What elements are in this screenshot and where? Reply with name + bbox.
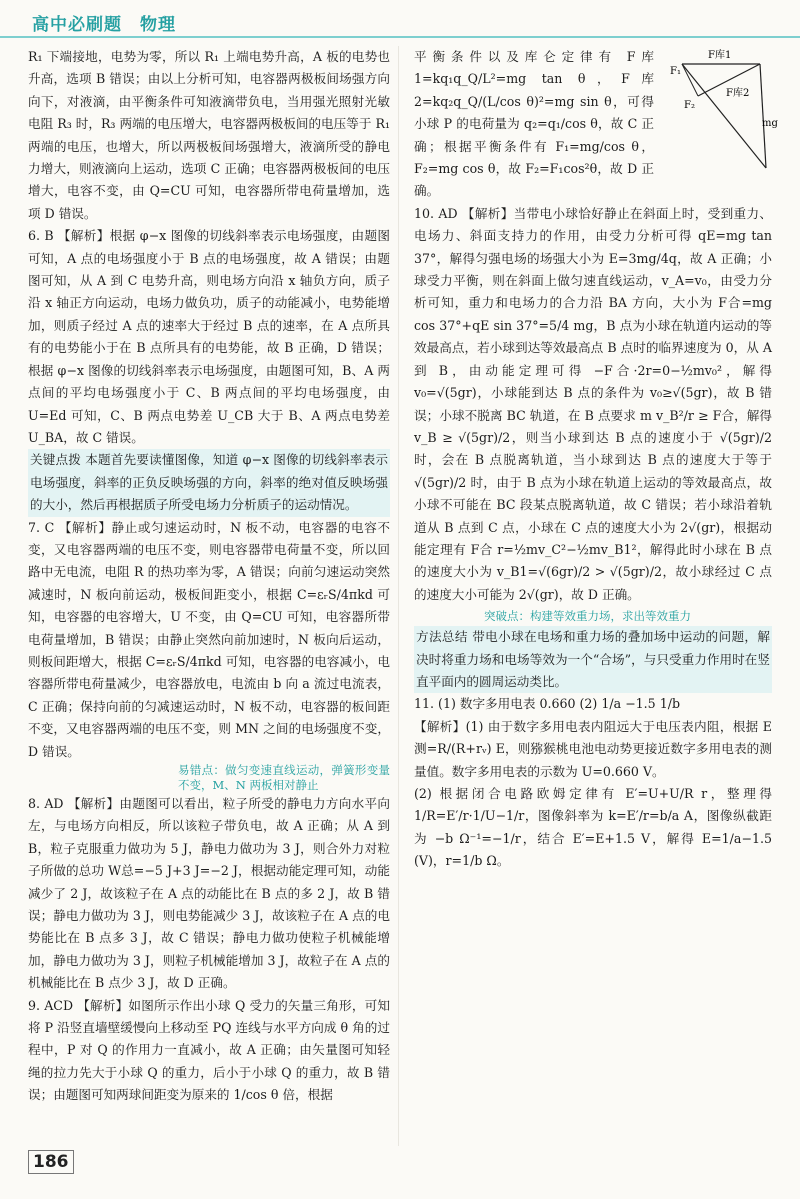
error-prone-note: 易错点：做匀变速直线运动，弹簧形变量不变，M、N 两板相对静止 — [178, 763, 390, 792]
label-mg: mg — [762, 118, 778, 129]
answer-11-part1: 【解析】(1) 由于数字多用电表内阻远大于电压表内阻，根据 E测=R/(R+rᵥ) E，则猕猴桃电池电动势更接近数字多用电表的测量值。数字多用电表的示数为 U=0.660 V。 — [414, 718, 772, 779]
header-rule — [0, 36, 800, 38]
subject-label: 物理 — [140, 15, 176, 35]
breakthrough-note: 突破点：构建等效重力场，求出等效重力 — [484, 609, 691, 624]
answer-9: 9. ACD 【解析】如图所示作出小球 Q 受力的矢量三角形，可知将 P 沿竖直墙壁缓慢向上移动至 PQ 连线与水平方向成 θ 角的过程中，P 对 Q 的作用力一直减小，故 A 正确；由矢量图可知轻绳的拉力先大于小球 Q 的重力，后小于小球 Q 的重力，故 B 错误；由题图可知两球间距变为原来的 1/cos θ 倍，根据 — [28, 997, 390, 1103]
answer-9-continued: 平衡条件以及库仑定律有 F库1=kq₁q_Q/L²=mg tan θ，F库2=kq₂q_Q/(L/cos θ)²=mg sin θ，可得小球 P 的电荷量为 q₂=q₁/cos θ，故 C 正确；根据平衡条件有 F₁=mg/cos θ，F₂=mg cos θ，故 F₂=F₁cos²θ，故 D 正确。 — [414, 49, 654, 199]
paragraph-5-continued: R₁ 下端接地，电势为零，所以 R₁ 上端电势升高，A 板的电势也升高，选项 B 错误；由以上分析可知，电容器两极板间场强方向向下，对液滴，由平衡条件可知液滴带负电，当用强光照射光敏电阻 R₃ 时，R₃ 两端的电压增大，电容器两极板间的电压等于 R₁ 两端的电压，也增大，所以两极板间场强增大，液滴所受的静电力增大，则液滴向上运动，选项 C 正确；电容器两极板间的电压增大，电容不变，由 Q=CU 可知，电容器所带电荷量增加，选项 D 错误。 — [28, 49, 390, 221]
answer-7: 7. C 【解析】静止或匀速运动时，N 板不动，电容器的电容不变，又电容器两端的电压不变，则电容器带电荷量不变，所以回路中无电流，电阻 R 的热功率为零，A 错误；向前匀速运动突然减速时，N 板向前运动，极板间距变小，根据 C=εᵣS/4πkd 可知，电容器的电容增大，U 不变，由 Q=CU 可知，电容器所带电荷量增加，B 错误；由静止突然向前加速时，N 板向后运动，则板间距增大，根据 C=εᵣS/4πkd 可知，电容器的电容减小，电容器所带电荷量减少，电容器放电，电流由 b 向 a 流过电流表，C 正确；保持向前的匀减速运动时，N 板不动，电容器的板间距不变，又电容器两端的电压不变，则 MN 之间的电场强度不变，D 错误。 — [28, 519, 390, 759]
answer-10: 10. AD 【解析】当带电小球恰好静止在斜面上时，受到重力、电场力、斜面支持力的作用，由受力分析可得 qE=mg tan 37°，解得匀强电场的场强大小为 E=3mg/4q，故 A 正确；小球受力平衡，则在斜面上做匀速直线运动，v_A=v₀，由受力分析可知，重力和电场力的合力沿 BA 方向，大小为 F合=mg cos 37°+qE sin 37°=5/4 mg，B 点为小球在轨道内运动的等效最高点，若小球到达等效最高点 B 点时的临界速度为 0，从 A 到 B，由动能定理可得 −F合·2r=0−½mv₀²，解得 v₀=√(5gr)，小球能到达 B 点的条件为 v₀≥√(5gr)，故 B 错误；小球不脱离 BC 轨道，在 B 点要求 m v_B²/r ≥ F合，解得 v_B ≥ √(5gr)/2，则当小球到达 B 点的速度小于 √(5gr)/2 时，会在 B 点脱离轨道，当小球到达 B 点的速度大于等于 √(5gr)/2 时，由于 B 点为小球在轨道上运动的等效最高点，故小球不可能在 BC 段某点脱离轨道，故 C 错误；若小球沿着轨道从 B 点到 C 点，小球在 C 点的速度大小为 2√(gr)，根据动能定理有 F合 r=½mv_C²−½mv_B1²，解得此时小球在 B 点的速度大小为 v_B1=√(6gr)/2 > √(5gr)/2，故小球经过 C 点的速度大小可能为 2√(gr)，故 D 正确。 — [414, 205, 772, 602]
right-column — [414, 46, 772, 873]
answer-8: 8. AD 【解析】由题图可以看出，粒子所受的静电力方向水平向左，与电场方向相反，所以该粒子带负电，故 A 正确；从 A 到 B，粒子克服重力做功为 5 J，静电力做功为 3 J，则合外力对粒子所做的总功 W总=−5 J+3 J=−2 J，根据动能定理可知，动能减少了 2 J，故该粒子在 A 点的动能比在 B 点的多 2 J，故 B 错误；静电力做功为 3 J，则电势能减少 3 J，故该粒子在 A 点的电势能比在 B 点多 3 J，故 C 错误；静电力做功使粒子机械能增加，静电力做功为 3 J，则粒子机械能增加 3 J，故粒子在 A 点的机械能比在 B 点少 3 J，故 D 正确。 — [28, 796, 390, 991]
left-column — [28, 46, 390, 1107]
book-title: 高中必刷题 — [32, 15, 122, 35]
label-f-ku1: F库1 — [708, 50, 732, 61]
label-f2: F₂ — [684, 100, 695, 111]
column-divider — [398, 46, 399, 1146]
page-number: 186 — [28, 1150, 74, 1174]
answer-6: 6. B 【解析】根据 φ−x 图像的切线斜率表示电场强度，由题图可知，A 点的电场强度小于 B 点的电场强度，故 A 错误；由题图可知，从 A 到 C 电势升高，则电场方向沿 x 轴负方向，质子沿 x 轴正方向运动，电场力做负功，质子的动能减小，电势能增加，则质子经过 A 点的速率大于经过 B 点的速率，在 A 点所具有的电势能小于在 B 点所具有的电势能，故 B 正确，D 错误；根据 φ−x 图像的切线斜率表示电场强度，由题图可知，B、A 两点间的平均电场强度小于 C、B 两点间的平均电场强度，由 U=Ed 可知，C、B 两点电势差 U_CB 大于 B、A 两点电势差 U_BA，故 C 错误。 — [28, 228, 390, 445]
label-f-ku2: F库2 — [726, 88, 750, 99]
key-point-box: 关键点拨 本题首先要读懂图像，知道 φ−x 图像的切线斜率表示电场强度，斜率的正负反映场强的方向，斜率的绝对值反映场强的大小，然后再根据质子所受电场力分析质子的运动情况。 — [28, 449, 390, 516]
label-f1: F₁ — [670, 66, 681, 77]
answer-11-part2: (2) 根据闭合电路欧姆定律有 E′=U+U/R r，整理得 1/R=E′/r·1/U−1/r，图像斜率为 k=E′/r=b/a A，图像纵截距为 −b Ω⁻¹=−1/r，结合 E′=E+1.5 V，解得 E=1/a−1.5 (V)，r=1/b Ω。 — [414, 786, 772, 869]
answer-11-key: 11. (1) 数字多用电表 0.660 (2) 1/a −1.5 1/b — [414, 696, 681, 712]
method-summary-box: 方法总结 带电小球在电场和重力场的叠加场中运动的问题，解决时将重力场和电场等效为一个“合场”，与只受重力作用时在竖直平面内的圆周运动类比。 — [414, 626, 772, 693]
